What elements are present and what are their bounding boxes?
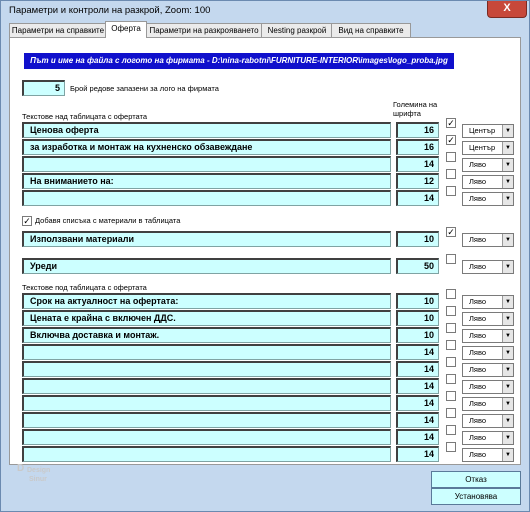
row-checkbox[interactable] xyxy=(446,408,456,418)
font-size-header: Големина на шрифта xyxy=(393,100,438,118)
chevron-down-icon[interactable]: ▼ xyxy=(502,330,513,342)
row-checkbox[interactable] xyxy=(446,323,456,333)
alignment-value: Ляво xyxy=(469,450,487,459)
chevron-down-icon[interactable]: ▼ xyxy=(502,398,513,410)
chevron-down-icon[interactable]: ▼ xyxy=(502,142,513,154)
tab-offer[interactable]: Оферта xyxy=(105,21,147,38)
chevron-down-icon[interactable]: ▼ xyxy=(502,381,513,393)
offer-panel xyxy=(9,37,521,465)
alignment-value: Ляво xyxy=(469,297,487,306)
close-button[interactable]: X xyxy=(487,1,527,18)
alignment-select[interactable] xyxy=(462,414,514,428)
materials-checkbox-label: Добавя списъка с материали в таблицата xyxy=(35,216,181,225)
alignment-value: Център xyxy=(469,126,496,135)
chevron-down-icon[interactable]: ▼ xyxy=(502,176,513,188)
alignment-select[interactable] xyxy=(462,329,514,343)
offer-text-field[interactable] xyxy=(22,190,391,206)
offer-text-field[interactable] xyxy=(22,156,391,172)
row-checkbox[interactable] xyxy=(446,289,456,299)
offer-text-field[interactable]: На вниманието на: xyxy=(22,173,391,189)
font-size-field[interactable]: 50 xyxy=(396,258,439,274)
chevron-down-icon[interactable]: ▼ xyxy=(502,364,513,376)
chevron-down-icon[interactable]: ▼ xyxy=(502,449,513,461)
section-above-label: Текстове над таблицата с офертата xyxy=(22,112,148,121)
row-checkbox[interactable]: ✓ xyxy=(447,135,455,145)
offer-text-field[interactable] xyxy=(22,378,391,394)
reserved-rows-label: Брой редове запазени за лого на фирмата xyxy=(70,84,219,93)
watermark-letter: D xyxy=(17,463,25,474)
alignment-value: Ляво xyxy=(469,416,487,425)
alignment-select[interactable] xyxy=(462,124,514,138)
watermark-line1: Design xyxy=(27,467,51,474)
tab-cutting-params[interactable]: Параметри на разкрояването xyxy=(145,23,263,37)
chevron-down-icon[interactable]: ▼ xyxy=(502,125,513,137)
alignment-select[interactable] xyxy=(462,141,514,155)
alignment-value: Ляво xyxy=(469,235,487,244)
row-checkbox[interactable] xyxy=(446,186,456,196)
font-size-field[interactable]: 16 xyxy=(396,122,439,138)
chevron-down-icon[interactable]: ▼ xyxy=(502,415,513,427)
tab-nesting[interactable]: Nesting разкрой xyxy=(261,23,333,37)
alignment-select[interactable] xyxy=(462,295,514,309)
offer-text-field[interactable] xyxy=(22,395,391,411)
alignment-select[interactable] xyxy=(462,448,514,462)
row-checkbox[interactable] xyxy=(446,306,456,316)
title-bar xyxy=(1,1,529,21)
offer-text-field[interactable]: Цената е крайна с включен ДДС. xyxy=(22,310,391,326)
row-checkbox[interactable] xyxy=(446,374,456,384)
font-size-field[interactable]: 14 xyxy=(396,378,439,394)
row-checkbox[interactable] xyxy=(446,425,456,435)
offer-text-field[interactable]: Включва доставка и монтаж. xyxy=(22,327,391,343)
font-size-field[interactable]: 10 xyxy=(396,231,439,247)
chevron-down-icon[interactable]: ▼ xyxy=(502,347,513,359)
alignment-value: Ляво xyxy=(469,314,487,323)
offer-text-field[interactable] xyxy=(22,446,391,462)
font-size-field[interactable]: 10 xyxy=(396,327,439,343)
font-size-field[interactable]: 10 xyxy=(396,310,439,326)
alignment-value: Ляво xyxy=(469,433,487,442)
font-size-field[interactable]: 14 xyxy=(396,344,439,360)
chevron-down-icon[interactable]: ▼ xyxy=(502,432,513,444)
offer-text-field[interactable]: Ценова оферта xyxy=(22,122,391,138)
row-checkbox[interactable] xyxy=(446,442,456,452)
chevron-down-icon[interactable]: ▼ xyxy=(502,193,513,205)
font-size-field[interactable]: 14 xyxy=(396,429,439,445)
reserved-rows-input[interactable]: 5 xyxy=(22,80,65,96)
row-checkbox[interactable] xyxy=(446,340,456,350)
logo-path-field[interactable]: Път и име на файла с логото на фирмата - D:\nina-rabotni\FURNITURE-INTERIOR\images\logo_proba.jpg xyxy=(24,53,454,69)
font-size-field[interactable]: 12 xyxy=(396,173,439,189)
watermark xyxy=(17,463,422,507)
chevron-down-icon[interactable]: ▼ xyxy=(502,234,513,246)
alignment-value: Ляво xyxy=(469,382,487,391)
alignment-value: Ляво xyxy=(469,365,487,374)
font-size-field[interactable]: 14 xyxy=(396,395,439,411)
materials-checkbox[interactable] xyxy=(22,216,32,226)
alignment-select[interactable] xyxy=(462,397,514,411)
font-size-field[interactable]: 14 xyxy=(396,190,439,206)
alignment-select[interactable] xyxy=(462,158,514,172)
chevron-down-icon[interactable]: ▼ xyxy=(502,296,513,308)
alignment-select[interactable] xyxy=(462,431,514,445)
alignment-value: Ляво xyxy=(469,348,487,357)
install-button[interactable]: Установява xyxy=(431,488,521,505)
alignment-value: Ляво xyxy=(469,262,487,271)
row-checkbox[interactable] xyxy=(446,254,456,264)
alignment-select[interactable] xyxy=(462,346,514,360)
font-size-field[interactable]: 14 xyxy=(396,446,439,462)
tab-report-params[interactable]: Параметри на справките xyxy=(9,23,107,37)
row-checkbox[interactable]: ✓ xyxy=(447,118,455,128)
offer-text-field[interactable] xyxy=(22,361,391,377)
alignment-value: Ляво xyxy=(469,399,487,408)
alignment-value: Ляво xyxy=(469,177,487,186)
alignment-select[interactable] xyxy=(462,312,514,326)
alignment-select[interactable] xyxy=(462,175,514,189)
font-size-field[interactable]: 10 xyxy=(396,293,439,309)
row-checkbox[interactable] xyxy=(446,152,456,162)
alignment-value: Ляво xyxy=(469,331,487,340)
alignment-value: Ляво xyxy=(469,160,487,169)
offer-text-field[interactable]: Уреди xyxy=(22,258,391,274)
chevron-down-icon[interactable]: ▼ xyxy=(502,261,513,273)
tab-report-view[interactable]: Вид на справките xyxy=(331,23,411,37)
alignment-select[interactable] xyxy=(462,363,514,377)
alignment-select[interactable] xyxy=(462,380,514,394)
row-checkbox[interactable]: ✓ xyxy=(447,227,455,237)
offer-text-field[interactable]: за изработка и монтаж на кухненско обзавеждане xyxy=(22,139,391,155)
offer-text-field[interactable] xyxy=(22,344,391,360)
font-size-field[interactable]: 16 xyxy=(396,139,439,155)
alignment-select[interactable] xyxy=(462,192,514,206)
font-size-field[interactable]: 14 xyxy=(396,361,439,377)
offer-text-field[interactable]: Срок на актуалност на офертата: xyxy=(22,293,391,309)
watermark-line2: Sinur xyxy=(29,476,47,483)
font-size-field[interactable]: 14 xyxy=(396,156,439,172)
offer-text-field[interactable]: Използвани материали xyxy=(22,231,391,247)
alignment-value: Ляво xyxy=(469,194,487,203)
row-checkbox[interactable] xyxy=(446,391,456,401)
window-title: Параметри и контроли на разкрой, Zoom: 100 xyxy=(9,5,211,16)
cancel-button[interactable]: Отказ xyxy=(431,471,521,488)
offer-text-field[interactable] xyxy=(22,412,391,428)
font-size-field[interactable]: 14 xyxy=(396,412,439,428)
alignment-select[interactable] xyxy=(462,233,514,247)
row-checkbox[interactable] xyxy=(446,169,456,179)
alignment-value: Център xyxy=(469,143,496,152)
materials-check-mark: ✓ xyxy=(23,216,31,226)
chevron-down-icon[interactable]: ▼ xyxy=(502,313,513,325)
offer-text-field[interactable] xyxy=(22,429,391,445)
alignment-select[interactable] xyxy=(462,260,514,274)
chevron-down-icon[interactable]: ▼ xyxy=(502,159,513,171)
row-checkbox[interactable] xyxy=(446,357,456,367)
section-below-label: Текстове под таблицата с офертата xyxy=(22,283,147,292)
